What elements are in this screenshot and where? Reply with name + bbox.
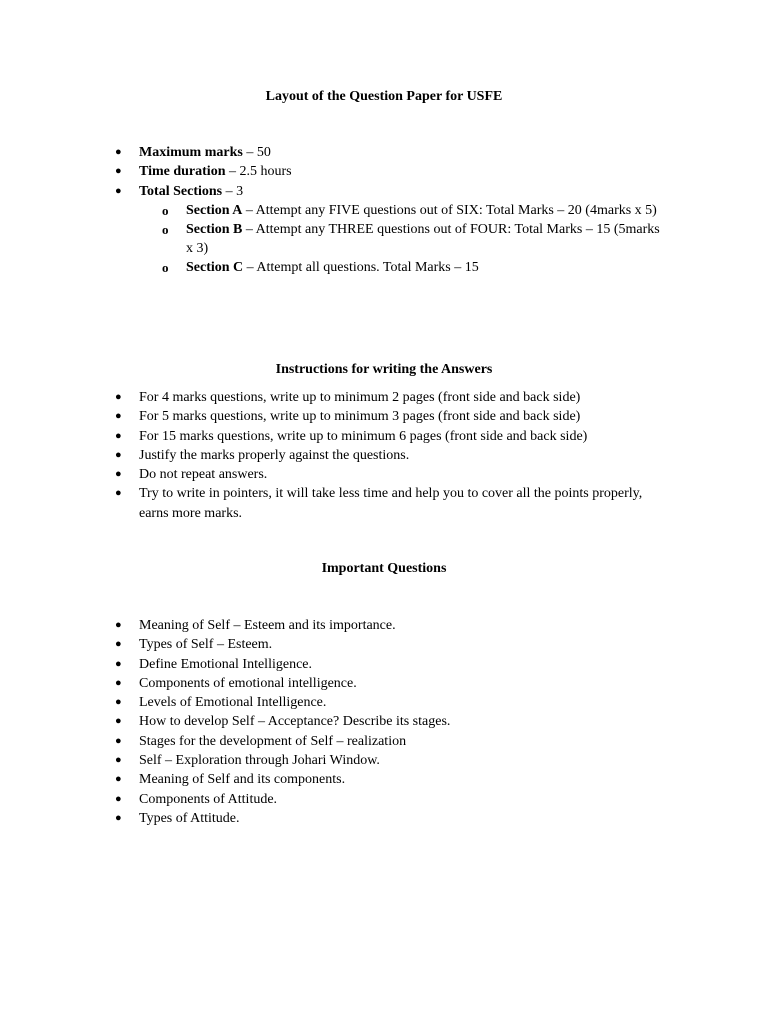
list-item	[0, 790, 644, 809]
bullet-icon: ●	[115, 487, 122, 500]
questions-heading: Important Questions	[321, 561, 447, 576]
sublist-item-section-b	[139, 220, 666, 258]
bullet-icon: ●	[115, 429, 122, 442]
list-item	[0, 770, 644, 789]
item-text: Do not repeat answers.	[139, 467, 268, 483]
list-item	[0, 427, 644, 446]
item-text: How to develop Self – Acceptance? Describe its stages.	[139, 714, 451, 730]
sections-sublist	[139, 201, 660, 277]
bullet-icon: ●	[115, 657, 122, 670]
item-text: Try to write in pointers, it will take less time and help you to cover all the points properly, earns more marks.	[139, 486, 643, 521]
list-item	[0, 655, 644, 674]
sub-bullet-icon: o	[162, 202, 169, 218]
sub-bullet-icon: o	[162, 259, 169, 275]
list-item	[0, 465, 644, 484]
section-label: Section B	[186, 221, 243, 237]
bullet-icon: ●	[115, 676, 122, 689]
item-text: Types of Self – Esteem.	[139, 637, 273, 653]
item-text: For 5 marks questions, write up to minimum 3 pages (front side and back side)	[139, 409, 581, 425]
item-text: Meaning of Self and its components.	[139, 772, 346, 788]
list-item	[0, 446, 644, 465]
bullet-icon: ●	[115, 468, 122, 481]
item-text: Components of Attitude.	[139, 791, 278, 807]
bullet-icon: ●	[115, 792, 122, 805]
section-text: – Attempt any FIVE questions out of SIX: Total Marks – 20 (4marks x 5)	[242, 202, 657, 218]
bullet-icon: ●	[115, 165, 122, 178]
item-label: Maximum marks	[139, 145, 243, 160]
item-text: Define Emotional Intelligence.	[139, 656, 312, 672]
list-item	[0, 732, 644, 751]
item-text: For 4 marks questions, write up to minimum 2 pages (front side and back side)	[139, 390, 581, 405]
section-label: Section C	[186, 259, 244, 275]
layout-list	[0, 143, 768, 277]
sub-bullet-icon: o	[162, 221, 169, 237]
instructions-list	[0, 388, 768, 523]
list-item-time-duration	[0, 162, 644, 181]
item-text: Self – Exploration through Johari Window.	[139, 753, 380, 769]
bullet-icon: ●	[115, 391, 122, 403]
bullet-icon: ●	[115, 734, 122, 747]
bullet-icon: ●	[115, 696, 122, 709]
item-text: Levels of Emotional Intelligence.	[139, 695, 327, 711]
list-item	[0, 693, 644, 712]
list-item	[0, 388, 644, 407]
list-item	[0, 674, 644, 693]
bullet-icon: ●	[115, 773, 122, 786]
layout-heading: Layout of the Question Paper for USFE	[265, 89, 503, 104]
list-item	[0, 635, 644, 654]
item-text: Justify the marks properly against the questions.	[139, 447, 410, 463]
section-text: – Attempt all questions. Total Marks – 15	[243, 259, 479, 275]
list-item-maximum-marks	[0, 143, 644, 162]
bullet-icon: ●	[115, 146, 122, 158]
bullet-icon: ●	[115, 184, 122, 197]
item-text: Stages for the development of Self – realization	[139, 733, 407, 749]
item-label: Total Sections	[139, 183, 223, 199]
bullet-icon: ●	[115, 715, 122, 728]
sublist-item-section-a	[139, 201, 666, 220]
item-text: – 50	[242, 145, 271, 160]
list-item-total-sections	[0, 182, 660, 277]
list-item	[0, 809, 644, 828]
list-item	[0, 407, 644, 426]
item-label: Time duration	[139, 164, 226, 180]
item-text: Types of Attitude.	[139, 810, 240, 826]
bullet-icon: ●	[115, 638, 122, 651]
section-label: Section A	[186, 202, 243, 218]
list-item	[0, 712, 644, 731]
item-text: – 3	[222, 183, 244, 199]
item-text: – 2.5 hours	[225, 164, 292, 180]
instructions-heading: Instructions for writing the Answers	[275, 362, 493, 377]
list-item	[0, 484, 644, 523]
bullet-icon: ●	[115, 754, 122, 767]
bullet-icon: ●	[115, 448, 122, 461]
item-text: For 15 marks questions, write up to minimum 6 pages (front side and back side)	[139, 428, 588, 444]
item-text: Meaning of Self – Esteem and its importance.	[139, 618, 396, 633]
section-text: – Attempt any THREE questions out of FOUR: Total Marks – 15 (5marks x 3)	[186, 221, 660, 256]
bullet-icon: ●	[115, 619, 122, 631]
sublist-item-section-c	[139, 258, 666, 277]
list-item	[0, 616, 644, 635]
questions-list	[0, 616, 768, 828]
bullet-icon: ●	[115, 811, 122, 824]
bullet-icon: ●	[115, 410, 122, 423]
list-item	[0, 751, 644, 770]
item-text: Components of emotional intelligence.	[139, 675, 357, 691]
